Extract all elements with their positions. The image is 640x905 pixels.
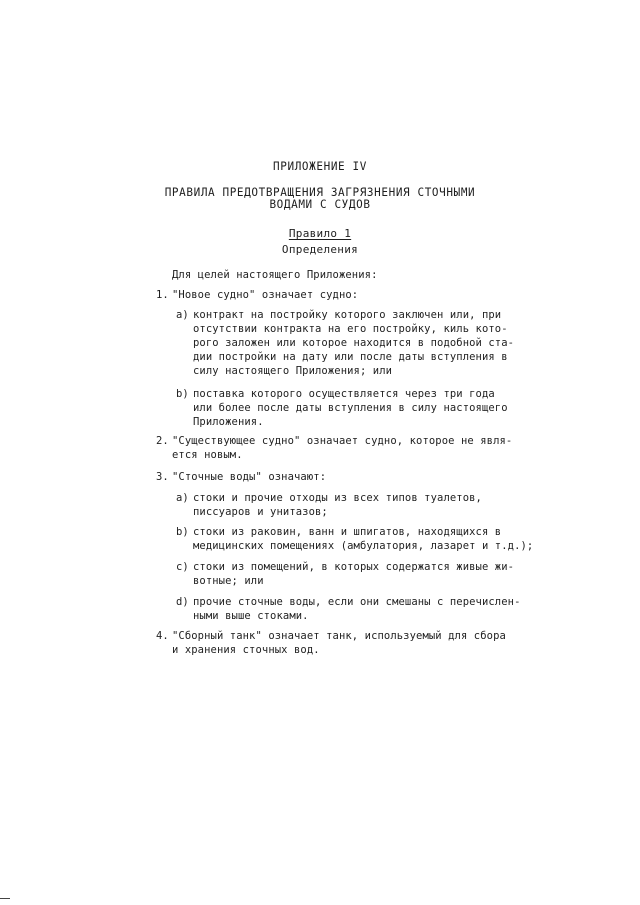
rule-subheading: Определения xyxy=(281,243,359,256)
item-line: "Сточные воды" означают: xyxy=(172,471,327,483)
subitem-letter: d) xyxy=(176,596,189,608)
subitem-line: ными выше стоками. xyxy=(193,610,309,622)
subitem-line: писсуаров и унитазов; xyxy=(193,506,328,518)
subitem-line: поставка которого осуществляется через три года xyxy=(193,388,495,400)
scan-edge-mark xyxy=(0,898,10,899)
rules-title-line-1: ПРАВИЛА ПРЕДОТВРАЩЕНИЯ ЗАГРЯЗНЕНИЯ СТОЧНЫМИ xyxy=(164,185,476,200)
subitem-letter: a) xyxy=(176,492,189,504)
subitem-letter: c) xyxy=(176,561,189,573)
item-number: 3. xyxy=(156,471,169,483)
intro-text: Для целей настоящего Приложения: xyxy=(172,269,378,281)
subitem-line: прочие сточные воды, если они смешаны с перечислен- xyxy=(193,596,521,608)
item-line: "Существующее судно" означает судно, которое не явля- xyxy=(172,435,513,447)
item-number: 1. xyxy=(156,289,169,301)
subitem-line: стоки из помещений, в которых содержатся живые жи- xyxy=(193,561,515,573)
subitem-letter: a) xyxy=(176,309,189,321)
annex-title: ПРИЛОЖЕНИЕ IV xyxy=(273,159,367,174)
subitem-line: дии постройки на дату или после даты вступления в xyxy=(193,351,508,363)
rule-heading xyxy=(0,227,640,241)
item-number: 2. xyxy=(156,435,169,447)
subitem-line: медицинских помещениях (амбулатория, лазарет и т.д.); xyxy=(193,540,534,552)
subitem-letter: b) xyxy=(176,388,189,400)
subitem-line: отсутствии контракта на его постройку, киль кото- xyxy=(193,323,508,335)
item-line: "Сборный танк" означает танк, используемый для сбора xyxy=(172,630,506,642)
subitem-letter: b) xyxy=(176,526,189,538)
subitem-line: Приложения. xyxy=(193,416,264,428)
subitem-line: вотные; или xyxy=(193,575,264,587)
item-line: ется новым. xyxy=(172,449,243,461)
item-number: 4. xyxy=(156,630,169,642)
subitem-line: или более после даты вступления в силу настоящего xyxy=(193,402,508,414)
item-line: и хранения сточных вод. xyxy=(172,644,320,656)
subitem-line: силу настоящего Приложения; или xyxy=(193,365,393,377)
rule-heading-text: Правило 1 xyxy=(288,227,352,240)
subitem-line: контракт на постройку которого заключен или, при xyxy=(193,309,502,321)
subitem-line: рого заложен или которое находится в подобной ста- xyxy=(193,337,515,349)
item-line: "Новое судно" означает судно: xyxy=(172,289,359,301)
subitem-line: стоки из раковин, ванн и шпигатов, находящихся в xyxy=(193,526,502,538)
rules-title-line-2: ВОДАМИ С СУДОВ xyxy=(269,197,371,212)
subitem-line: стоки и прочие отходы из всех типов туалетов, xyxy=(193,492,482,504)
